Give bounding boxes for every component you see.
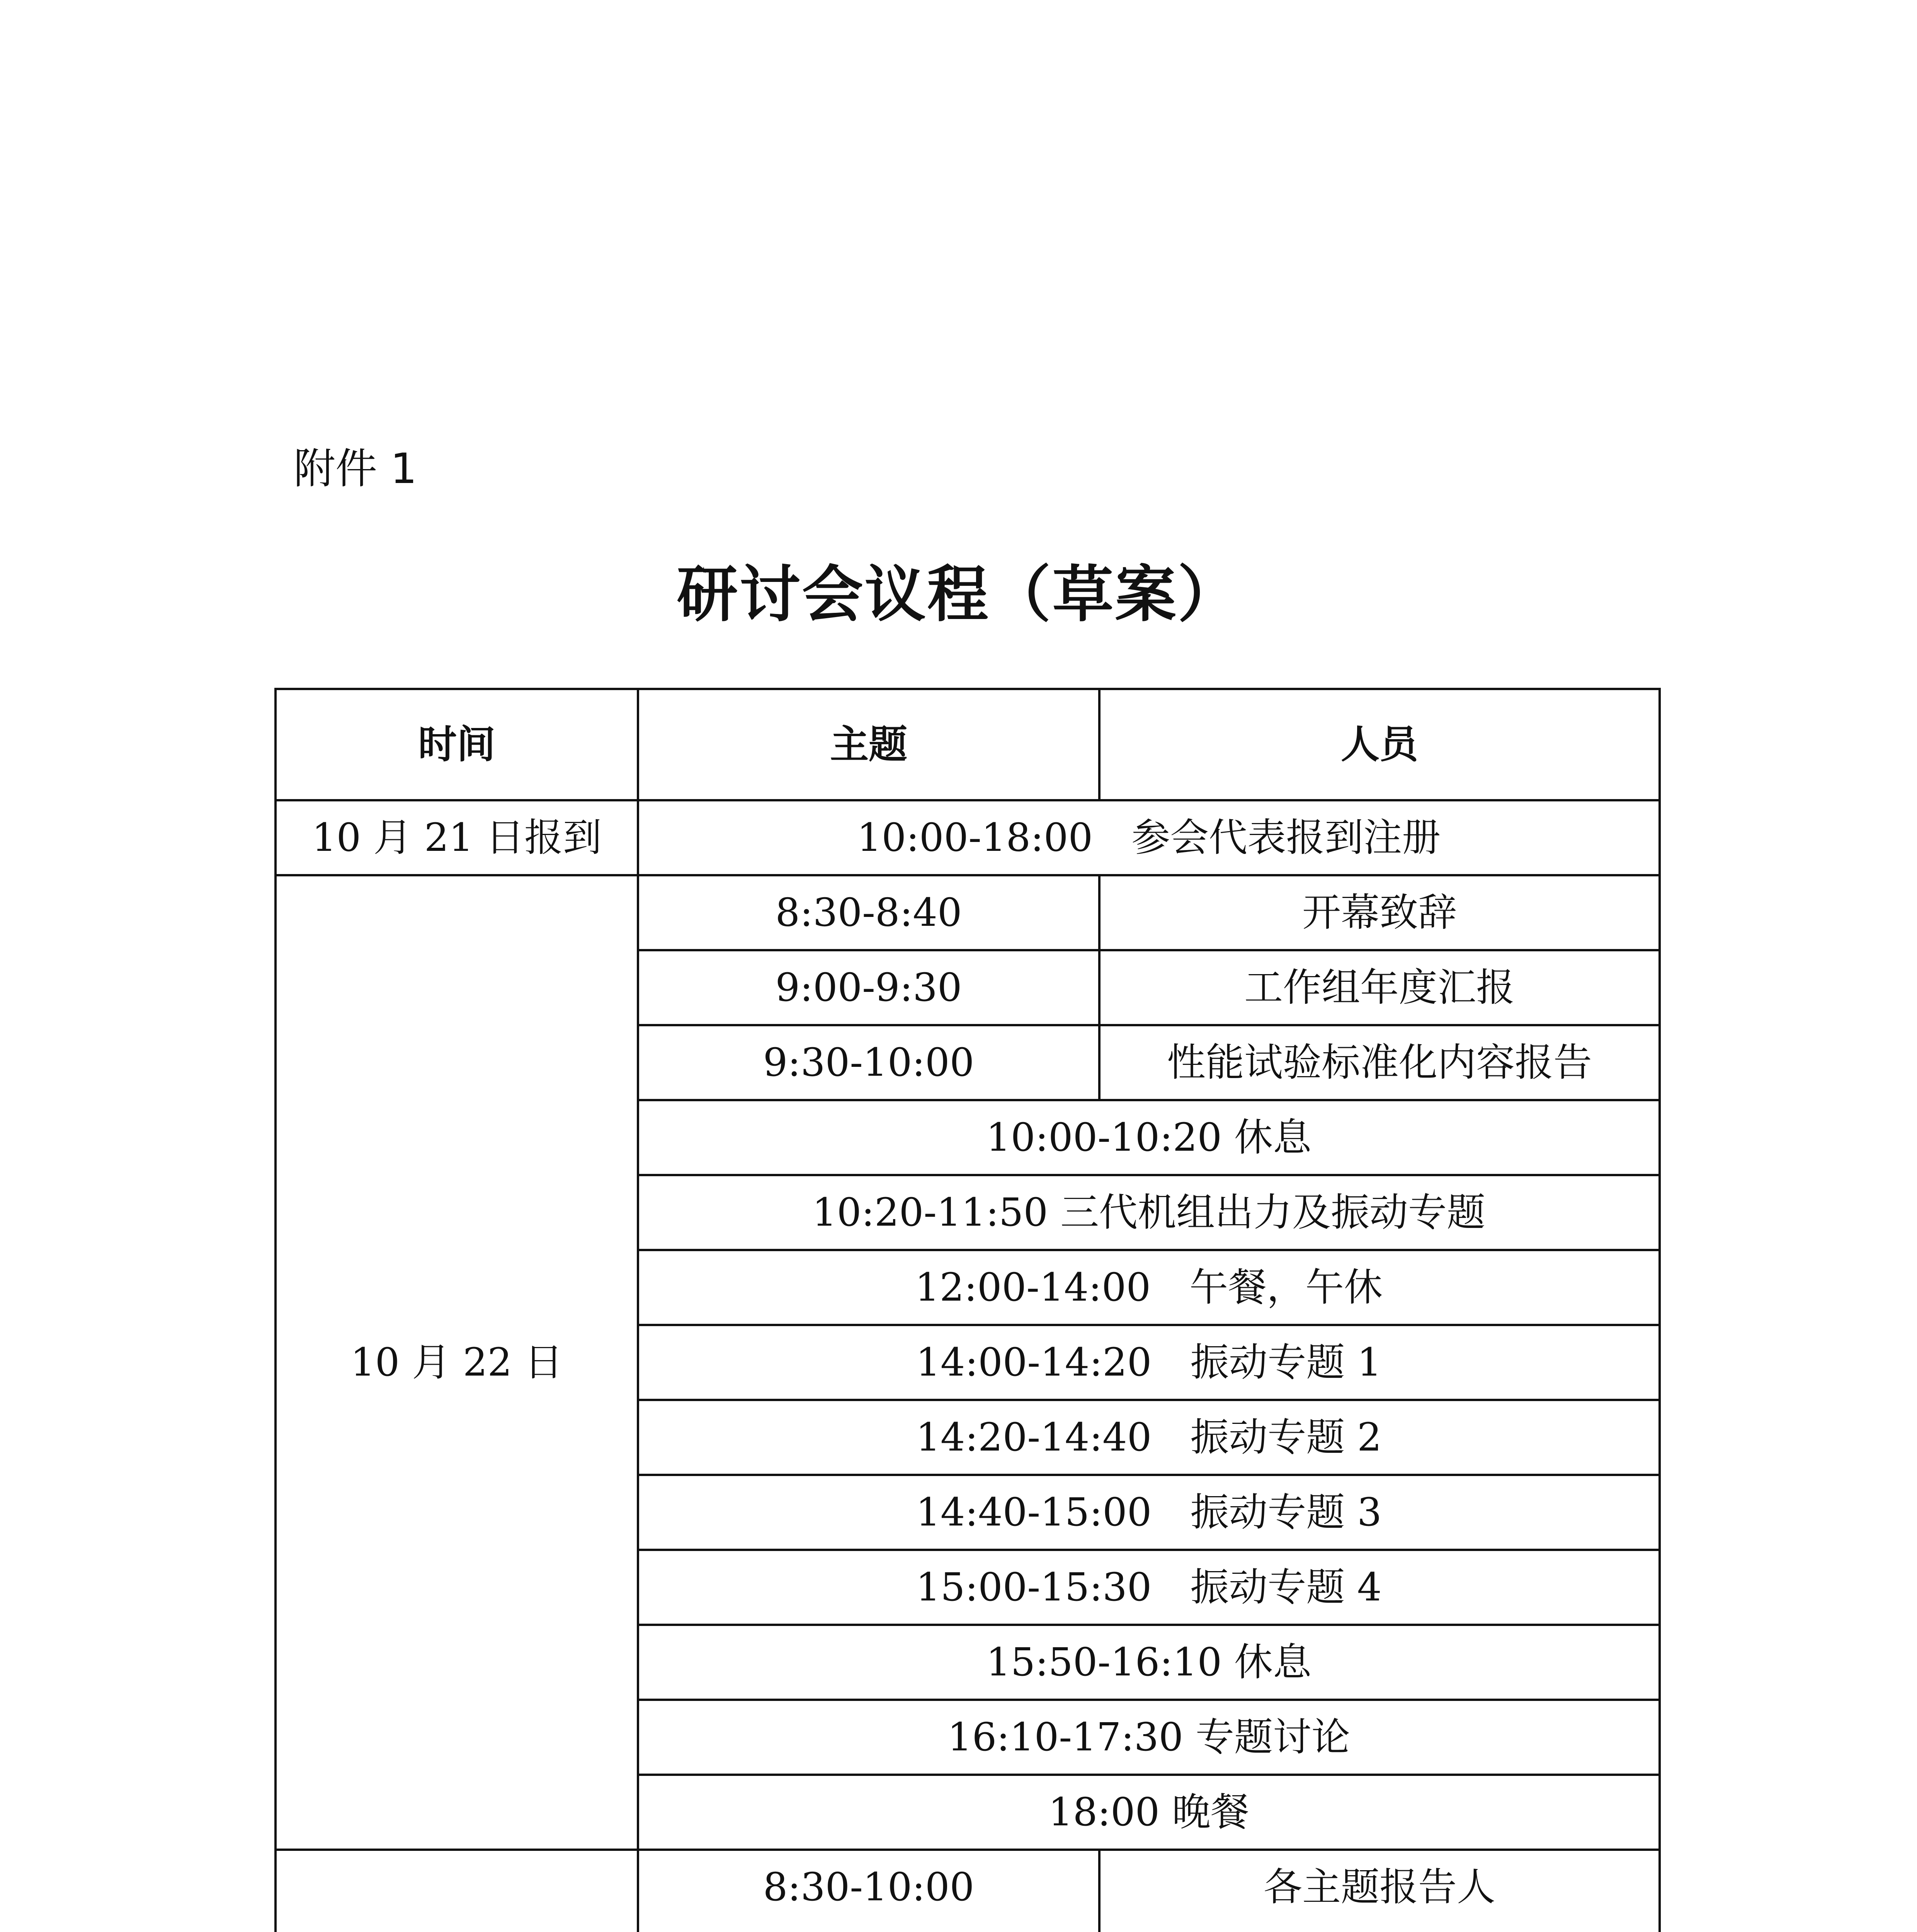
merged-cell: 16:10-17:30 专题讨论	[638, 1700, 1660, 1775]
header-topic: 主题	[638, 689, 1099, 800]
session-time: 8:30-10:00	[763, 1864, 975, 1910]
people-line: 各主题报告人	[1264, 1864, 1495, 1910]
content-cell: 性能试验标准化内容报告	[1099, 1025, 1660, 1100]
session-people-cell	[1099, 1850, 1660, 1932]
merged-cell: 10:00-10:20 休息	[638, 1100, 1660, 1175]
time-cell: 8:30-8:40	[638, 875, 1099, 950]
merged-cell: 14:40-15:00 振动专题 3	[638, 1475, 1660, 1550]
table-header-row	[276, 689, 1660, 800]
header-time: 时间	[276, 689, 638, 800]
registration-cell: 10:00-18:00 参会代表报到注册	[638, 800, 1660, 875]
session-topic-cell	[638, 1850, 1099, 1932]
document-title: 研讨会议程（草案）	[677, 559, 1240, 630]
agenda-table	[274, 688, 1661, 1932]
merged-cell: 14:20-14:40 振动专题 2	[638, 1400, 1660, 1475]
content-cell: 工作组年度汇报	[1099, 950, 1660, 1025]
table-row	[276, 1850, 1660, 1932]
people-line	[1101, 1923, 1658, 1932]
date-cell-day22: 10 月 22 日	[276, 875, 638, 1850]
merged-cell: 15:00-15:30 振动专题 4	[638, 1550, 1660, 1625]
attachment-label: 附件 1	[294, 445, 417, 493]
time-cell: 9:30-10:00	[638, 1025, 1099, 1100]
merged-cell: 18:00 晚餐	[638, 1775, 1660, 1850]
merged-cell: 14:00-14:20 振动专题 1	[638, 1325, 1660, 1400]
table-row	[276, 875, 1660, 950]
content-cell: 开幕致辞	[1099, 875, 1660, 950]
date-cell-day23	[276, 1850, 638, 1932]
date-cell-registration: 10 月 21 日报到	[276, 800, 638, 875]
header-people: 人员	[1099, 689, 1660, 800]
time-cell: 9:00-9:30	[638, 950, 1099, 1025]
table-row	[276, 800, 1660, 875]
merged-cell: 12:00-14:00 午餐，午休	[638, 1250, 1660, 1325]
merged-cell: 15:50-16:10 休息	[638, 1625, 1660, 1700]
session-topic	[639, 1923, 1098, 1932]
merged-cell: 10:20-11:50 三代机组出力及振动专题	[638, 1175, 1660, 1250]
